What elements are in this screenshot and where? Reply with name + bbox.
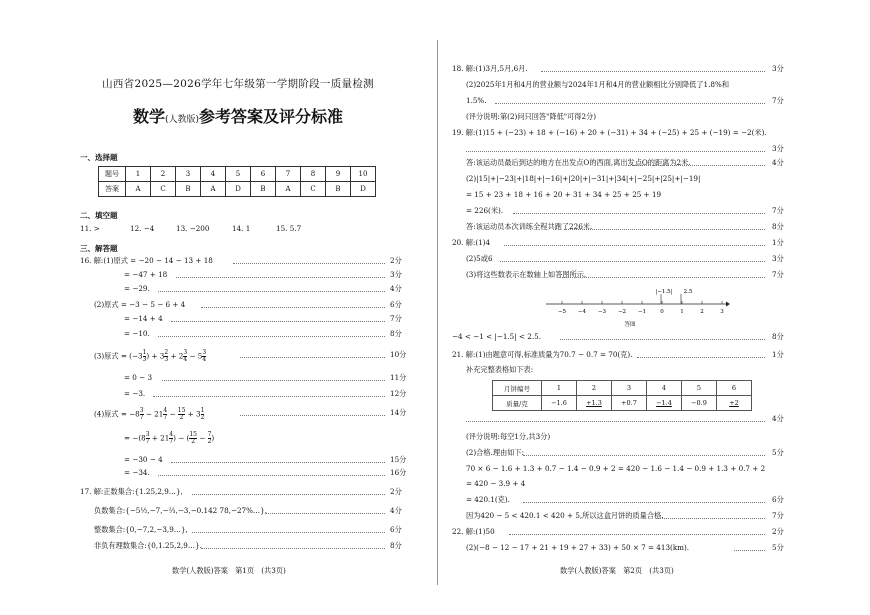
solution-line: 19. 解:(1)15 + (−23) + 18 + (−16) + 20 + (−31) + 34 + (−25) + 25 + (−19) = −2(米).: [452, 128, 767, 137]
choice-answer-table: [98, 166, 376, 197]
score-value: 3分: [772, 254, 784, 263]
score-value: 1分: [772, 238, 784, 247]
solution-line: (2)2025年1月和4月的营业额与2024年1月和4月的营业额相比分别降低了1.8%和: [466, 80, 730, 89]
score-value: 16分: [390, 468, 407, 477]
score-value: 5分: [772, 543, 784, 552]
score-value: 10分: [390, 350, 407, 359]
fill-answer: 11. >: [80, 224, 100, 233]
weight-table-header-cell: 3: [612, 381, 647, 396]
leader-dots: [628, 165, 765, 166]
solution-line: 21. 解:(1)由题意可得,标准质量为70.7 − 0.7 = 70(克).: [452, 350, 633, 359]
solution-line: = −30 − 4: [124, 455, 163, 464]
solution-line: 负数集合:{−5½,−7,−⅔,−3,−0.142 78,−27%…},: [94, 506, 267, 515]
q20-conclusion: −4 < −1 < |−1.5| < 2.5.: [452, 332, 541, 341]
solution-line: (2)合格.理由如下:: [466, 448, 525, 457]
score-value: 15分: [390, 455, 407, 464]
nl-tick-label: 2: [700, 309, 704, 315]
score-value: 6分: [772, 495, 784, 504]
solution-line: 20. 解:(1)4: [452, 238, 491, 247]
leader-dots: [513, 213, 765, 214]
solution-line: = −47 + 18: [124, 270, 168, 279]
leader-dots: [656, 518, 765, 519]
solution-line: (2)5或6: [466, 254, 493, 263]
solution-line: (2)(−8 − 12 − 17 + 21 + 19 + 27 + 33) + 50 × 7 = 413(km).: [466, 543, 690, 552]
weight-table-header-cell: 6: [717, 381, 752, 396]
choice-table-answer-cell: D: [351, 182, 376, 197]
choice-table-header-cell: 3: [176, 167, 201, 182]
solution-line: = 420.1(克).: [466, 495, 510, 504]
weight-table-value-cell: −1.4: [647, 396, 682, 411]
section-fill-heading: 二、填空题: [80, 211, 118, 220]
score-value: 7分: [772, 270, 784, 279]
choice-table-header-cell: 4: [201, 167, 226, 182]
leader-dots: [564, 229, 765, 230]
score-value: 6分: [390, 300, 402, 309]
fill-answer: 12. −4: [130, 224, 155, 233]
score-value: 7分: [772, 96, 784, 105]
right-footer: 数学(人教版)答案 第2页 (共3页): [560, 566, 674, 575]
score-value: 2分: [390, 256, 402, 265]
fill-answer: 14. 1: [232, 224, 251, 233]
q16-4-expression: (4)原式 = −8 $\frac{3}{7}$ − 21 $\frac{4}{7}$ − $\frac{15}{2}$ + 3 $\frac{1}{2}$: [94, 407, 205, 421]
nl-caption: 答图: [624, 322, 636, 328]
q20-end-score: 8分: [772, 332, 784, 341]
solution-line: 70 × 6 − 1.6 + 1.3 + 0.7 − 1.4 − 0.9 + 2 = 420 − 1.6 − 1.4 − 0.9 + 1.3 + 0.7 + 2: [466, 464, 766, 473]
choice-table-answer-cell: D: [226, 182, 251, 197]
section-solve-heading: 三、解答题: [80, 244, 118, 253]
leader-dots: [201, 548, 385, 549]
weight-table-header-cell: 4: [647, 381, 682, 396]
q16-3-expression: (3)原式 = (−3 $\frac{1}{3}$ ) + 3 $\frac{2}{3}$ + 2 $\frac{3}{4}$ − 5 $\frac{3}{4}$: [94, 349, 207, 363]
leader-dots: [523, 455, 765, 456]
fill-answer: 15. 5.7: [276, 224, 302, 233]
solution-line: 整数集合:{0,−7,2,−3,9…},: [94, 525, 188, 534]
leader-dots: [541, 71, 765, 72]
solution-line: 因为420 − 5 < 420.1 < 420 + 5,所以这盒月饼的质量合格.: [466, 511, 664, 520]
nl-tick-label: −4: [577, 309, 587, 315]
solution-line: (2)原式 = −3 − 5 − 6 + 4: [94, 300, 186, 309]
leader-dots: [523, 502, 765, 503]
choice-table-answer-cell: A: [276, 182, 301, 197]
section-choice-heading: 一、选择题: [80, 153, 118, 162]
leader-dots: [495, 103, 765, 104]
solution-line: = −3.: [124, 389, 146, 398]
solution-line: 17. 解:正数集合:{1.25,2,9…},: [80, 487, 183, 496]
score-value: 8分: [390, 329, 402, 338]
solution-line: = −34.: [124, 468, 150, 477]
choice-table-answer-cell: A: [201, 182, 226, 197]
solution-line: (3)将这些数表示在数轴上如答图所示.: [466, 270, 587, 279]
score-value: 4分: [772, 414, 784, 423]
weight-table-header-cell: 月饼编号: [493, 381, 542, 396]
solution-line: 非负有理数集合:{0,1.25,2,9…}.: [94, 541, 202, 550]
score-value: 7分: [772, 206, 784, 215]
choice-table-header-cell: 7: [276, 167, 301, 182]
nl-label-25: 2.5: [683, 289, 693, 295]
nl-tick-label: 3: [720, 309, 724, 315]
leader-dots: [171, 321, 385, 322]
solution-line: 1.5%.: [466, 96, 487, 105]
leader-dots: [192, 494, 385, 495]
choice-table-header-cell: 1: [126, 167, 151, 182]
score-value: 1分: [772, 350, 784, 359]
subject-title: 数学(人教版)参考答案及评分标准: [132, 107, 344, 126]
score-value: 5分: [772, 448, 784, 457]
score-value: 3分: [772, 64, 784, 73]
score-value: 11分: [390, 373, 407, 382]
score-value: 7分: [772, 511, 784, 520]
solution-line: = −14 + 4: [124, 314, 163, 323]
exam-title: 山西省2025—2026学年七年级第一学期阶段一质量检测: [102, 78, 374, 90]
solution-line: 答:该运动员最后到达的地方在出发点O的西面,离出发点O的距离为2米.: [466, 158, 691, 167]
nl-tick-label: −1: [637, 309, 647, 315]
leader-dots: [171, 462, 385, 463]
weight-table-value-cell: +1.3: [577, 396, 612, 411]
choice-table-answer-cell: 答案: [99, 182, 126, 197]
leader-dots: [240, 357, 385, 358]
weight-table-value-cell: −1.6: [542, 396, 577, 411]
score-value: 12分: [390, 389, 407, 398]
choice-table-answer-cell: C: [151, 182, 176, 197]
leader-dots: [637, 357, 765, 358]
fill-answer: 13. −200: [176, 224, 210, 233]
q16-4-step: = −(8 $\frac{3}{7}$ + 21 $\frac{4}{7}$ ) − ( $\frac{15}{2}$ − $\frac{7}{2}$ ): [124, 431, 215, 445]
choice-table-header-cell: 10: [351, 167, 376, 182]
leader-dots: [560, 339, 765, 340]
leader-dots: [559, 277, 765, 278]
solution-line: = 0 − 3: [124, 373, 153, 382]
choice-table-header-cell: 5: [226, 167, 251, 182]
weight-table-header-cell: 1: [542, 381, 577, 396]
weight-table-value-cell: +0.7: [612, 396, 647, 411]
score-value: 7分: [390, 314, 402, 323]
left-footer: 数学(人教版)答案 第1页 (共3页): [172, 566, 286, 575]
nl-tick-label: −5: [557, 309, 567, 315]
solution-line: = −29.: [124, 284, 150, 293]
score-value: 3分: [390, 270, 402, 279]
choice-table-answer-cell: C: [301, 182, 326, 197]
solution-line: 22. 解:(1)50: [452, 527, 495, 536]
choice-table-header-cell: 8: [301, 167, 326, 182]
leader-dots: [153, 396, 385, 397]
solution-line: 答:该运动员本次训练全程共跑了226米.: [466, 222, 593, 231]
page-divider: [437, 40, 438, 585]
nl-tick-label: 1: [680, 309, 684, 315]
score-value: 6分: [390, 525, 402, 534]
solution-line: = 420 − 3.9 + 4: [466, 479, 526, 488]
nl-label-abs: |−1.5|: [655, 289, 673, 295]
leader-dots: [192, 532, 385, 533]
weight-table-header-cell: 5: [682, 381, 717, 396]
solution-line: (2)|15|+|−23|+|18|+|−16|+|20|+|−31|+|34|+|−25|+|25|+|−19|: [466, 174, 701, 183]
leader-dots: [240, 415, 385, 416]
leader-dots: [466, 151, 765, 152]
nl-tick-label: −2: [617, 309, 627, 315]
weight-table-value-cell: −0.9: [682, 396, 717, 411]
score-value: 8分: [772, 222, 784, 231]
solution-line: 补充完整表格如下表:: [466, 365, 534, 374]
solution-line: 16. 解:(1)原式 = −20 − 14 − 13 + 18: [80, 256, 213, 265]
score-value: 2分: [390, 487, 402, 496]
choice-table-header-cell: 6: [251, 167, 276, 182]
leader-dots: [734, 550, 765, 551]
leader-dots: [158, 291, 385, 292]
choice-table-header-cell: 2: [151, 167, 176, 182]
solution-line: (评分说明:每空1分,共3分): [466, 432, 551, 441]
score-value: 14分: [390, 408, 407, 417]
leader-dots: [158, 336, 385, 337]
leader-dots: [158, 475, 385, 476]
score-value: 8分: [390, 541, 402, 550]
solution-line: (评分说明:第(2)问只回答"降低"可得2分): [466, 112, 597, 121]
choice-table-answer-cell: B: [176, 182, 201, 197]
solution-line: 18. 解:(1)3月,5月,6月.: [452, 64, 528, 73]
number-line-figure: [540, 284, 730, 330]
score-value: 4分: [390, 284, 402, 293]
score-value: 4分: [772, 158, 784, 167]
choice-table-header-cell: 9: [326, 167, 351, 182]
leader-dots: [176, 277, 385, 278]
solution-line: = 226(米).: [466, 206, 504, 215]
nl-tick-label: −3: [597, 309, 607, 315]
leader-dots: [466, 421, 765, 422]
leader-dots: [266, 513, 385, 514]
leader-dots: [504, 245, 765, 246]
weight-table-header-cell: 2: [577, 381, 612, 396]
leader-dots: [162, 380, 385, 381]
leader-dots: [201, 307, 385, 308]
choice-table-answer-cell: B: [251, 182, 276, 197]
score-value: 3分: [772, 144, 784, 153]
leader-dots: [233, 263, 385, 264]
choice-table-header-cell: 题号: [99, 167, 126, 182]
score-value: 2分: [772, 527, 784, 536]
choice-table-answer-cell: B: [326, 182, 351, 197]
weight-table-value-cell: 质量/克: [493, 396, 542, 411]
solution-line: = 15 + 23 + 18 + 16 + 20 + 31 + 34 + 25 + 25 + 19: [466, 190, 662, 199]
score-value: 4分: [390, 506, 402, 515]
nl-tick-label: 0: [660, 309, 664, 315]
leader-dots: [500, 261, 765, 262]
leader-dots: [509, 534, 765, 535]
weight-table-value-cell: +2: [717, 396, 752, 411]
solution-line: = −10.: [124, 329, 150, 338]
choice-table-answer-cell: A: [126, 182, 151, 197]
mooncake-weight-table: [492, 380, 752, 411]
